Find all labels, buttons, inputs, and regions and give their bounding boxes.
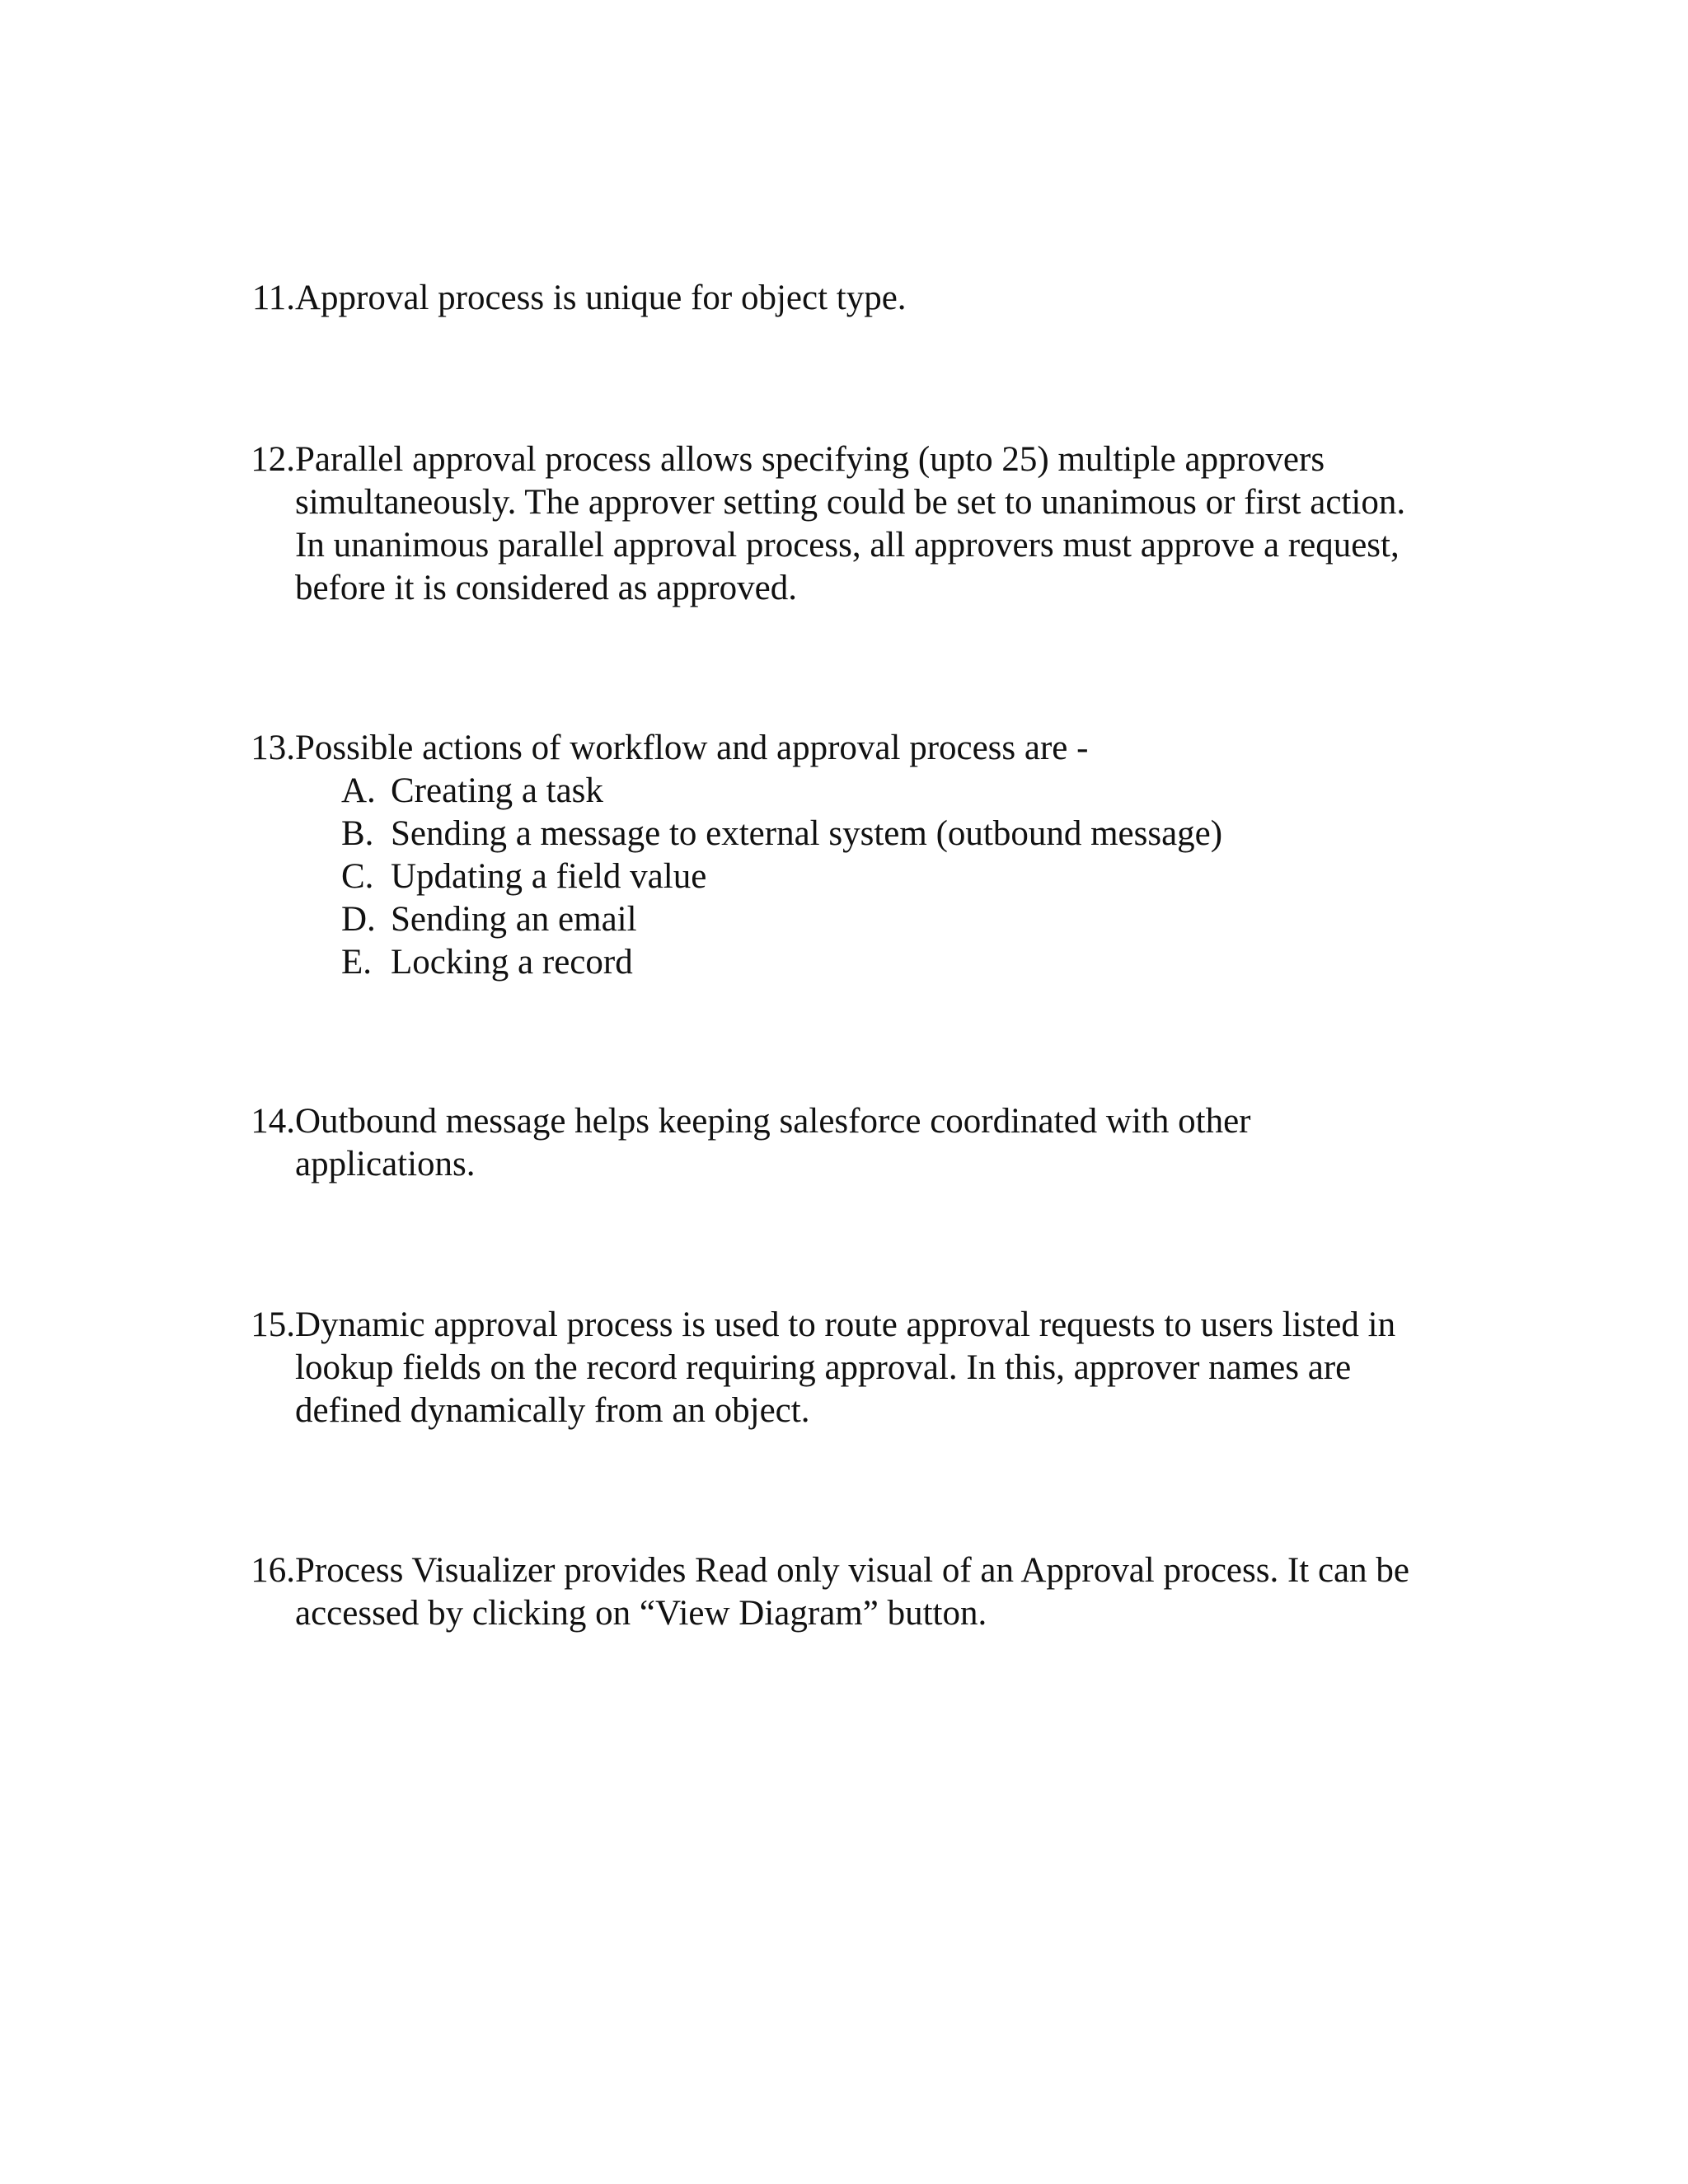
sub-item-letter: D. bbox=[341, 900, 376, 939]
item-number: 16. bbox=[251, 1551, 295, 1590]
item-text-line: Process Visualizer provides Read only visual of an Approval process. It can be bbox=[295, 1551, 1409, 1590]
item-number: 13. bbox=[251, 729, 295, 767]
item-number: 15. bbox=[251, 1305, 295, 1344]
sub-list-item bbox=[244, 941, 1497, 984]
item-number: 12. bbox=[251, 440, 295, 479]
item-text-line: defined dynamically from an object. bbox=[295, 1391, 810, 1430]
sub-list-item bbox=[244, 898, 1497, 941]
item-text-line: accessed by clicking on “View Diagram” button. bbox=[295, 1594, 987, 1633]
list-item-12 bbox=[244, 438, 1497, 610]
sub-item-text: Sending an email bbox=[391, 900, 637, 939]
list-item-14 bbox=[244, 1100, 1497, 1186]
list-item-16 bbox=[244, 1549, 1497, 1635]
sub-item-text: Updating a field value bbox=[391, 857, 707, 896]
item-text-line: simultaneously. The approver setting could be set to unanimous or first action. bbox=[295, 483, 1406, 522]
item-number: 14. bbox=[251, 1102, 295, 1141]
item-text-line: Approval process is unique for object type. bbox=[295, 279, 907, 317]
item-text-line: lookup fields on the record requiring approval. In this, approver names are bbox=[295, 1348, 1352, 1387]
sub-item-letter: E. bbox=[341, 943, 373, 982]
sub-item-text: Creating a task bbox=[391, 771, 603, 810]
item-number: 11. bbox=[251, 279, 295, 317]
sub-item-letter: B. bbox=[341, 814, 374, 853]
sub-list-item bbox=[244, 813, 1497, 855]
item-text-line: before it is considered as approved. bbox=[295, 569, 797, 607]
sub-item-letter: A. bbox=[341, 771, 376, 810]
sub-list-item bbox=[244, 770, 1497, 813]
item-text-line: Outbound message helps keeping salesforce coordinated with other bbox=[295, 1102, 1251, 1141]
sub-item-text: Locking a record bbox=[391, 943, 633, 982]
item-text-line: Parallel approval process allows specifying (upto 25) multiple approvers bbox=[295, 440, 1325, 479]
item-text-line: In unanimous parallel approval process, all approvers must approve a request, bbox=[295, 526, 1400, 565]
item-text-line: applications. bbox=[295, 1145, 476, 1183]
list-item-15 bbox=[244, 1304, 1497, 1432]
item-text-line: Possible actions of workflow and approval process are - bbox=[295, 729, 1089, 767]
item-text-line: Dynamic approval process is used to route approval requests to users listed in bbox=[295, 1305, 1396, 1344]
sub-item-text: Sending a message to external system (outbound message) bbox=[391, 814, 1223, 853]
sub-list-item bbox=[244, 855, 1497, 898]
list-item-11 bbox=[244, 277, 1497, 320]
list-item-13 bbox=[244, 727, 1497, 984]
sub-item-letter: C. bbox=[341, 857, 374, 896]
